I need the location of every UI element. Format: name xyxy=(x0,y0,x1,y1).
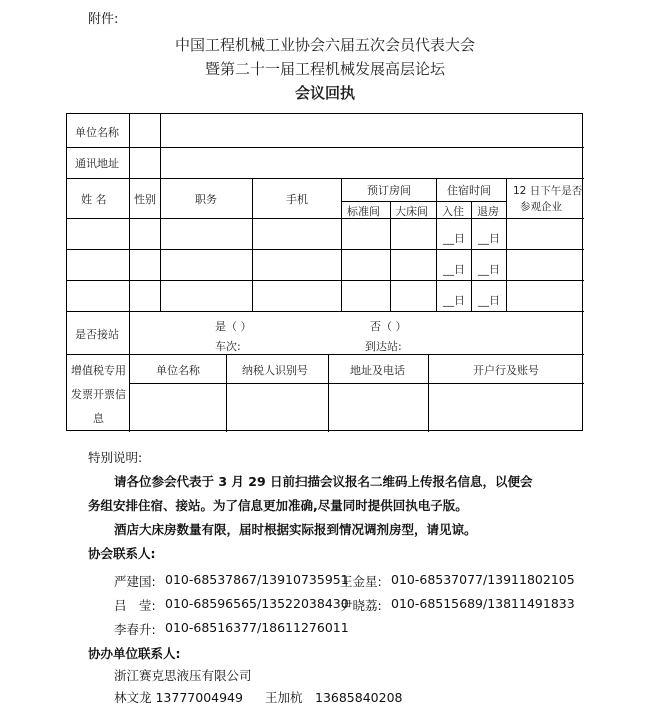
contact-1-phone: 010-68537867/13910735951 xyxy=(165,572,349,587)
label-unit-name: 单位名称 xyxy=(75,126,119,139)
check-in-day-3[interactable]: __日 xyxy=(443,294,465,307)
invoice-label-line1: 增值税专用 xyxy=(71,364,126,377)
label-arrival-station: 到达站: xyxy=(365,340,402,353)
pickup-yes-option[interactable]: 是（ ） xyxy=(215,320,252,333)
header-position: 职务 xyxy=(195,193,217,206)
contact-3-name: 吕 莹: xyxy=(114,598,156,613)
contact-2-name: 王金星: xyxy=(340,574,382,589)
header-gender: 性别 xyxy=(134,193,156,206)
check-out-day-1[interactable]: __日 xyxy=(478,232,500,245)
page-title: 会议回执 xyxy=(294,84,355,102)
registration-form xyxy=(66,113,583,431)
title-line-2: 暨第二十一届工程机械发展高层论坛 xyxy=(204,60,445,78)
notes-paragraph-1-line-2: 务组安排住宿、接站。为了信息更加准确,尽量同时提供回执电子版。 xyxy=(88,498,468,513)
contact-2-phone: 010-68537077/13911802105 xyxy=(391,572,575,587)
label-pickup: 是否接站 xyxy=(75,328,119,341)
notes-paragraph-1-line-1: 请各位参会代表于 3 月 29 日前扫描会议报名二维码上传报名信息，以便会 xyxy=(114,474,533,489)
invoice-bank-account: 开户行及账号 xyxy=(473,364,539,377)
header-check-in: 入住 xyxy=(442,205,464,218)
contact-4-name: 尹晓荔: xyxy=(340,598,382,613)
unit-name-input[interactable] xyxy=(161,115,582,146)
header-check-out: 退房 xyxy=(477,205,499,218)
label-address: 通讯地址 xyxy=(75,157,119,170)
header-visit-line1: 12 日下午是否 xyxy=(513,185,583,197)
check-in-day-2[interactable]: __日 xyxy=(443,263,465,276)
check-in-day-1[interactable]: __日 xyxy=(443,232,465,245)
invoice-taxpayer-id: 纳税人识别号 xyxy=(242,364,308,377)
co-organizer-contacts-heading: 协办单位联系人: xyxy=(88,646,181,661)
header-name: 姓 名 xyxy=(81,193,107,206)
label-train-no: 车次: xyxy=(215,340,241,353)
contact-5-phone: 010-68516377/18611276011 xyxy=(165,620,349,635)
association-contacts-heading: 协会联系人: xyxy=(88,546,156,561)
co-organizer-contact-2: 王加杭 13685840208 xyxy=(265,690,403,705)
invoice-label-line2: 发票开票信 xyxy=(71,388,126,401)
address-input[interactable] xyxy=(161,148,582,177)
header-mobile: 手机 xyxy=(286,193,308,206)
contact-3-phone: 010-68596565/13522038430 xyxy=(165,596,349,611)
header-visit-line2: 参观企业 xyxy=(520,201,562,213)
attachment-label: 附件: xyxy=(88,12,119,27)
header-king-room: 大床间 xyxy=(395,205,428,218)
header-room-booking: 预订房间 xyxy=(367,184,411,197)
header-stay-time: 住宿时间 xyxy=(447,184,491,197)
check-out-day-3[interactable]: __日 xyxy=(478,294,500,307)
invoice-unit-name: 单位名称 xyxy=(156,364,200,377)
invoice-label-line3: 息 xyxy=(93,412,104,425)
pickup-no-option[interactable]: 否（ ） xyxy=(370,320,407,333)
co-organizer-name: 浙江赛克思液压有限公司 xyxy=(114,668,252,683)
header-standard-room: 标准间 xyxy=(347,205,380,218)
title-line-1: 中国工程机械工业协会六届五次会员代表大会 xyxy=(174,36,475,54)
co-organizer-contact-1: 林文龙 13777004949 xyxy=(114,690,243,705)
contact-4-phone: 010-68515689/13811491833 xyxy=(391,596,575,611)
notes-heading: 特别说明: xyxy=(88,450,143,465)
contact-5-name: 李春升: xyxy=(114,622,156,637)
check-out-day-2[interactable]: __日 xyxy=(478,263,500,276)
contact-1-name: 严建国: xyxy=(114,574,156,589)
invoice-address-phone: 地址及电话 xyxy=(350,364,405,377)
notes-paragraph-2: 酒店大床房数量有限，届时根据实际报到情况调剂房型，请见谅。 xyxy=(114,522,477,537)
